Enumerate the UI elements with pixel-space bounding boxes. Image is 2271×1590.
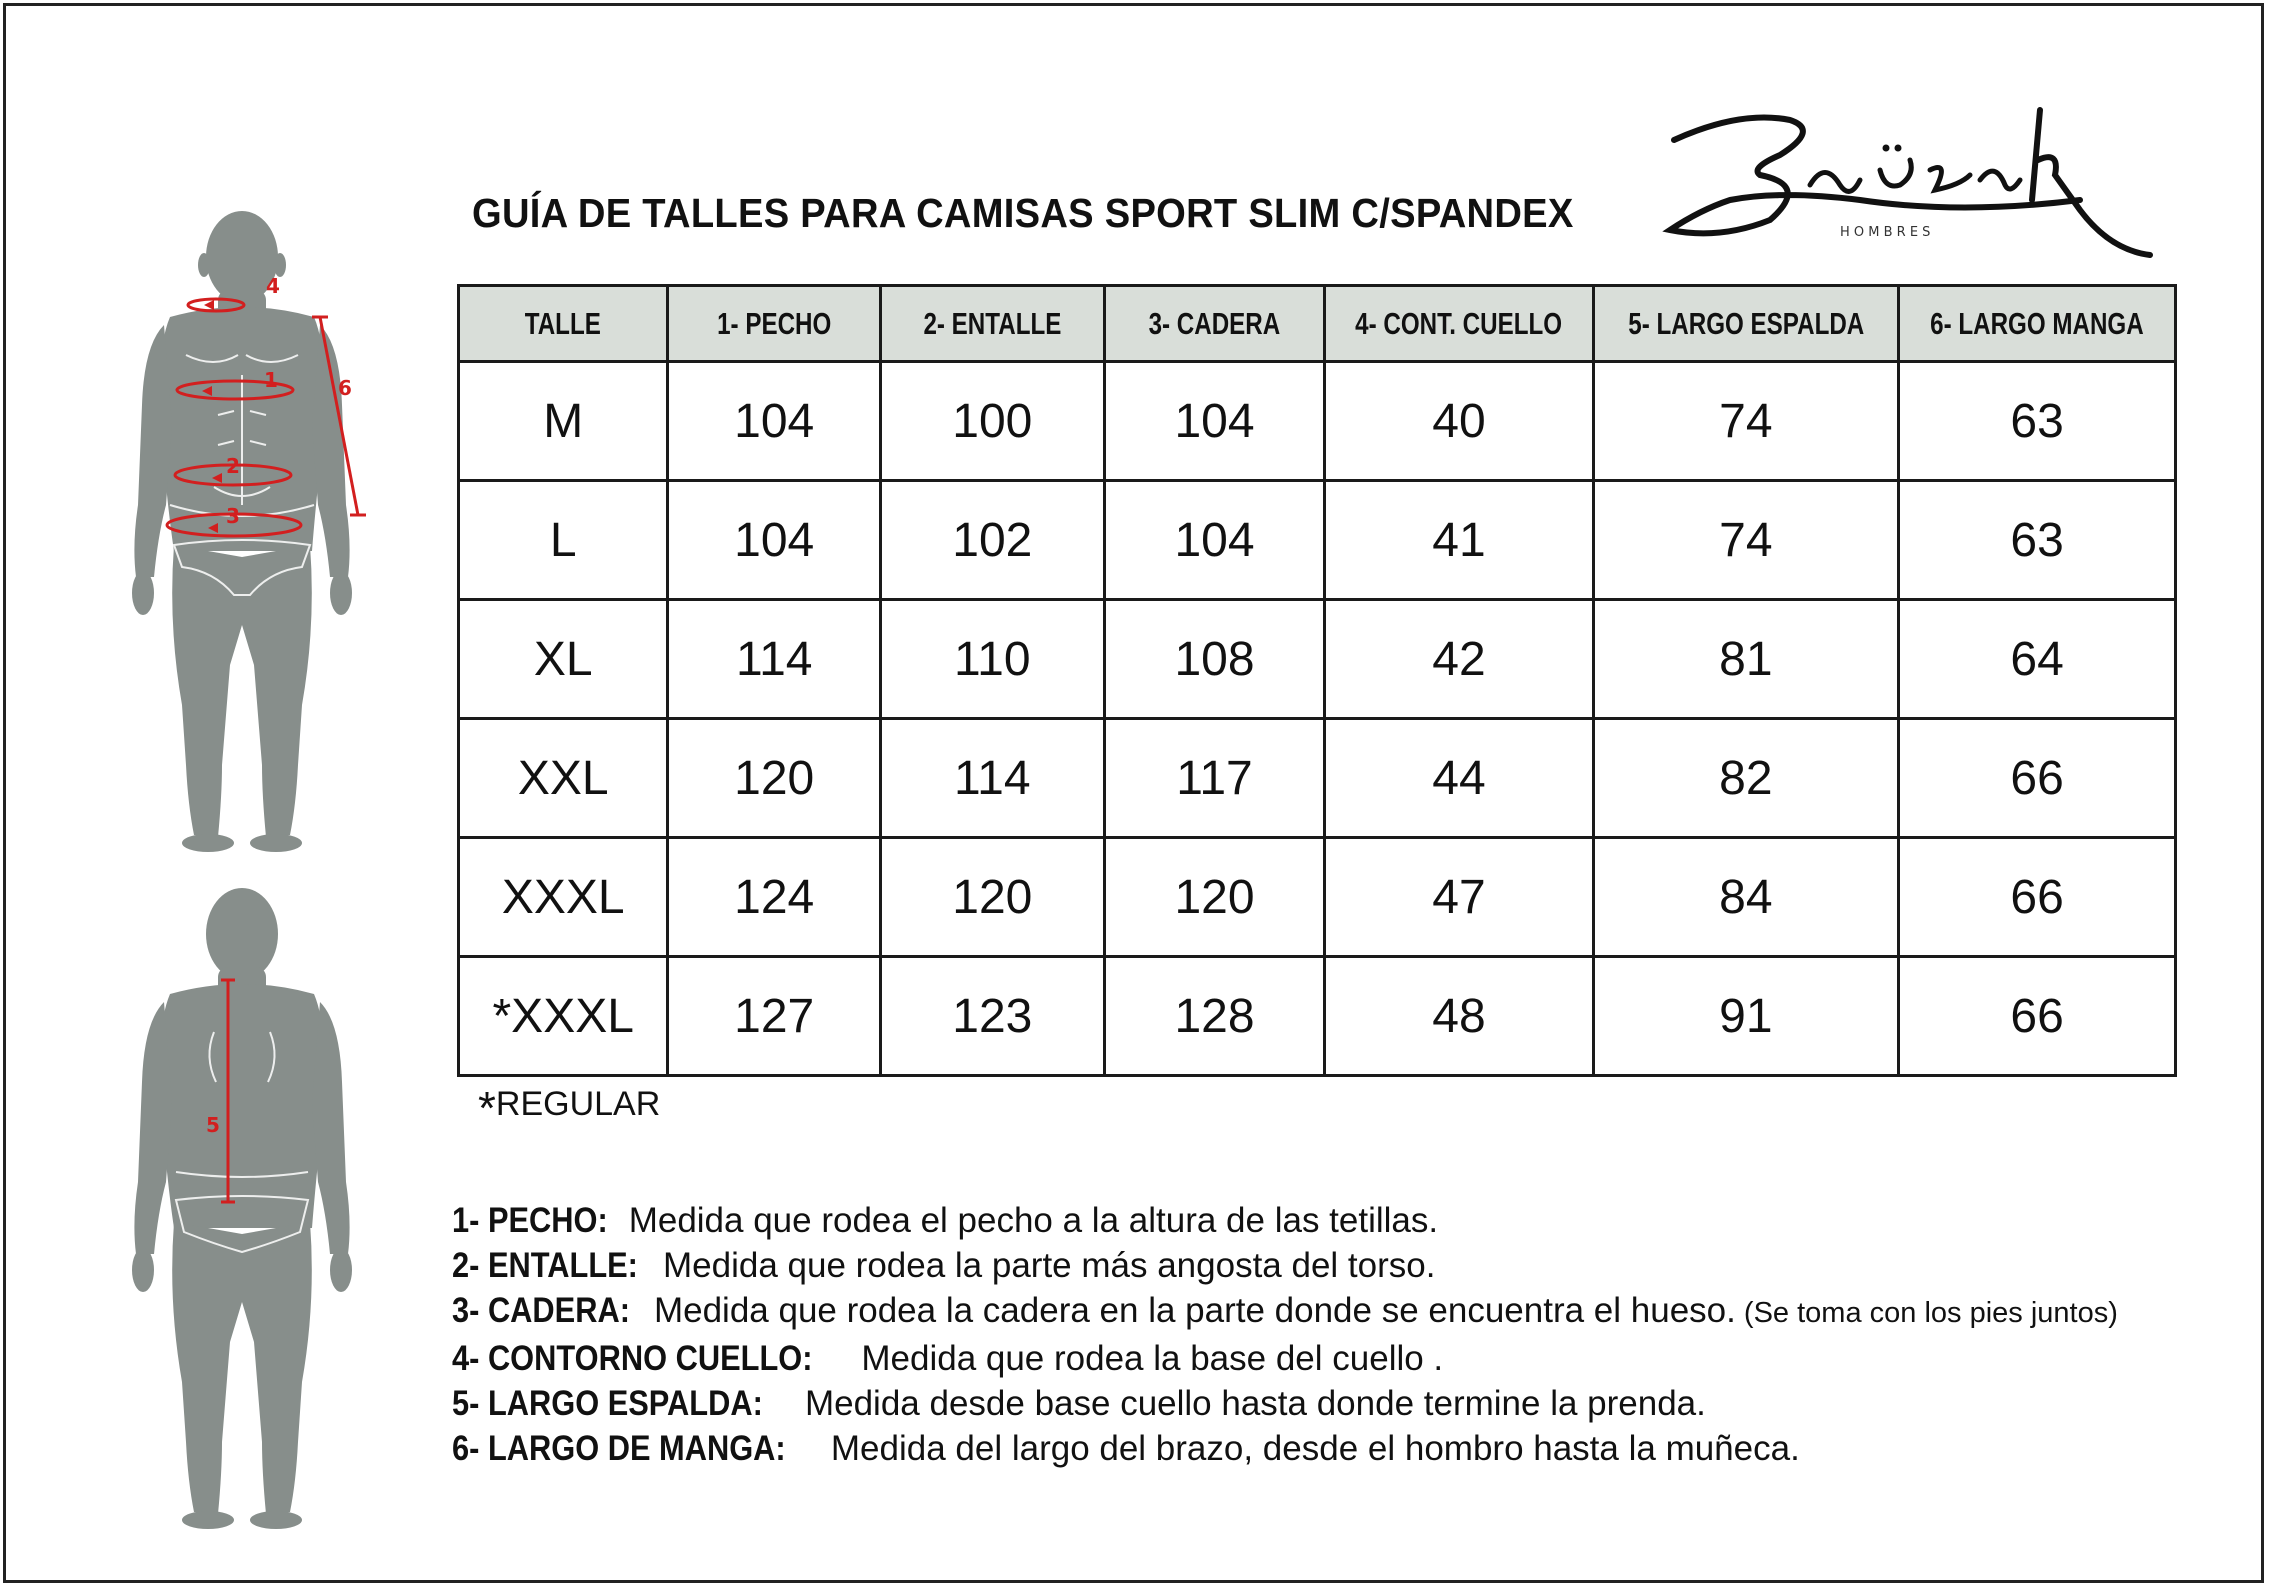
definition-item <box>452 1243 2118 1288</box>
hip-marker-label: 3 <box>226 504 240 528</box>
back-length-marker-label: 5 <box>206 1113 220 1137</box>
definition-term: 5- LARGO ESPALDA: <box>452 1384 763 1423</box>
table-cell: 48 <box>1325 957 1593 1076</box>
chest-marker-label: 1 <box>264 368 278 392</box>
table-cell: 110 <box>880 600 1104 719</box>
table-cell: 104 <box>668 481 881 600</box>
definition-item <box>452 1381 2118 1426</box>
definition-term: 6- LARGO DE MANGA: <box>452 1429 786 1468</box>
table-row <box>459 719 2176 838</box>
definition-text: Medida que rodea la cadera en la parte donde se encuentra el hueso. <box>644 1291 1736 1330</box>
table-cell: 74 <box>1593 481 1899 600</box>
size-cell: XXL <box>459 719 668 838</box>
table-cell: 66 <box>1899 957 2176 1076</box>
table-cell: 114 <box>880 719 1104 838</box>
definition-text: Medida que rodea el pecho a la altura de las tetillas. <box>618 1201 1439 1240</box>
regular-note <box>478 1082 661 1139</box>
table-cell: 120 <box>1104 838 1325 957</box>
front-body-figure <box>130 205 380 855</box>
table-row <box>459 600 2176 719</box>
column-header-largo-espalda: 5- LARGO ESPALDA <box>1593 286 1899 362</box>
asterisk: * <box>478 1082 496 1134</box>
table-cell: 91 <box>1593 957 1899 1076</box>
size-table <box>457 284 2177 1077</box>
page-title: GUÍA DE TALLES PARA CAMISAS SPORT SLIM C/SPANDEX <box>472 190 1574 236</box>
size-cell: L <box>459 481 668 600</box>
size-cell: M <box>459 362 668 481</box>
table-cell: 104 <box>668 362 881 481</box>
table-cell: 81 <box>1593 600 1899 719</box>
table-cell: 64 <box>1899 600 2176 719</box>
table-cell: 66 <box>1899 838 2176 957</box>
definition-term: 1- PECHO: <box>452 1201 608 1240</box>
definition-term: 3- CADERA: <box>452 1291 630 1330</box>
column-header-cuello: 4- CONT. CUELLO <box>1325 286 1593 362</box>
table-cell: 100 <box>880 362 1104 481</box>
brand-logo <box>1660 90 2180 270</box>
table-cell: 123 <box>880 957 1104 1076</box>
table-cell: 84 <box>1593 838 1899 957</box>
table-cell: 63 <box>1899 362 2176 481</box>
brand-tagline: H O M B R E S <box>1840 225 1931 240</box>
definition-item <box>452 1288 2118 1336</box>
definition-extra: (Se toma con los pies juntos) <box>1735 1297 2118 1329</box>
column-header-entalle: 2- ENTALLE <box>880 286 1104 362</box>
back-body-figure <box>130 882 380 1532</box>
table-cell: 42 <box>1325 600 1593 719</box>
table-cell: 66 <box>1899 719 2176 838</box>
table-cell: 127 <box>668 957 881 1076</box>
definition-text: Medida del largo del brazo, desde el hombro hasta la muñeca. <box>821 1429 1800 1468</box>
measurement-definitions <box>452 1198 2118 1471</box>
table-cell: 74 <box>1593 362 1899 481</box>
table-cell: 114 <box>668 600 881 719</box>
table-cell: 128 <box>1104 957 1325 1076</box>
definition-text: Medida que rodea la base del cuello . <box>851 1339 1444 1378</box>
waist-marker-label: 2 <box>226 454 240 478</box>
table-cell: 82 <box>1593 719 1899 838</box>
definition-item <box>452 1426 2118 1471</box>
column-header-largo-manga: 6- LARGO MANGA <box>1899 286 2176 362</box>
column-header-cadera: 3- CADERA <box>1104 286 1325 362</box>
table-row <box>459 957 2176 1076</box>
table-cell: 104 <box>1104 481 1325 600</box>
table-cell: 120 <box>880 838 1104 957</box>
table-header-row <box>459 286 2176 362</box>
table-cell: 104 <box>1104 362 1325 481</box>
definition-term: 2- ENTALLE: <box>452 1246 638 1285</box>
size-cell: XXXL <box>459 838 668 957</box>
definition-term: 4- CONTORNO CUELLO: <box>452 1339 813 1378</box>
table-row <box>459 838 2176 957</box>
table-row <box>459 362 2176 481</box>
regular-note-text: REGULAR <box>495 1085 661 1123</box>
table-row <box>459 481 2176 600</box>
table-cell: 120 <box>668 719 881 838</box>
sleeve-marker-label: 6 <box>338 376 352 400</box>
size-cell: XL <box>459 600 668 719</box>
table-cell: 47 <box>1325 838 1593 957</box>
table-cell: 117 <box>1104 719 1325 838</box>
table-cell: 41 <box>1325 481 1593 600</box>
table-cell: 44 <box>1325 719 1593 838</box>
table-cell: 102 <box>880 481 1104 600</box>
definition-text: Medida desde base cuello hasta donde termine la prenda. <box>795 1384 1706 1423</box>
table-cell: 40 <box>1325 362 1593 481</box>
size-cell: *XXXL <box>459 957 668 1076</box>
neck-marker-label: 4 <box>266 274 280 298</box>
column-header-talle: TALLE <box>459 286 668 362</box>
definition-item <box>452 1336 2118 1381</box>
definition-item <box>452 1198 2118 1243</box>
table-cell: 108 <box>1104 600 1325 719</box>
table-cell: 63 <box>1899 481 2176 600</box>
table-cell: 124 <box>668 838 881 957</box>
definition-text: Medida que rodea la parte más angosta del torso. <box>653 1246 1436 1285</box>
column-header-pecho: 1- PECHO <box>668 286 881 362</box>
